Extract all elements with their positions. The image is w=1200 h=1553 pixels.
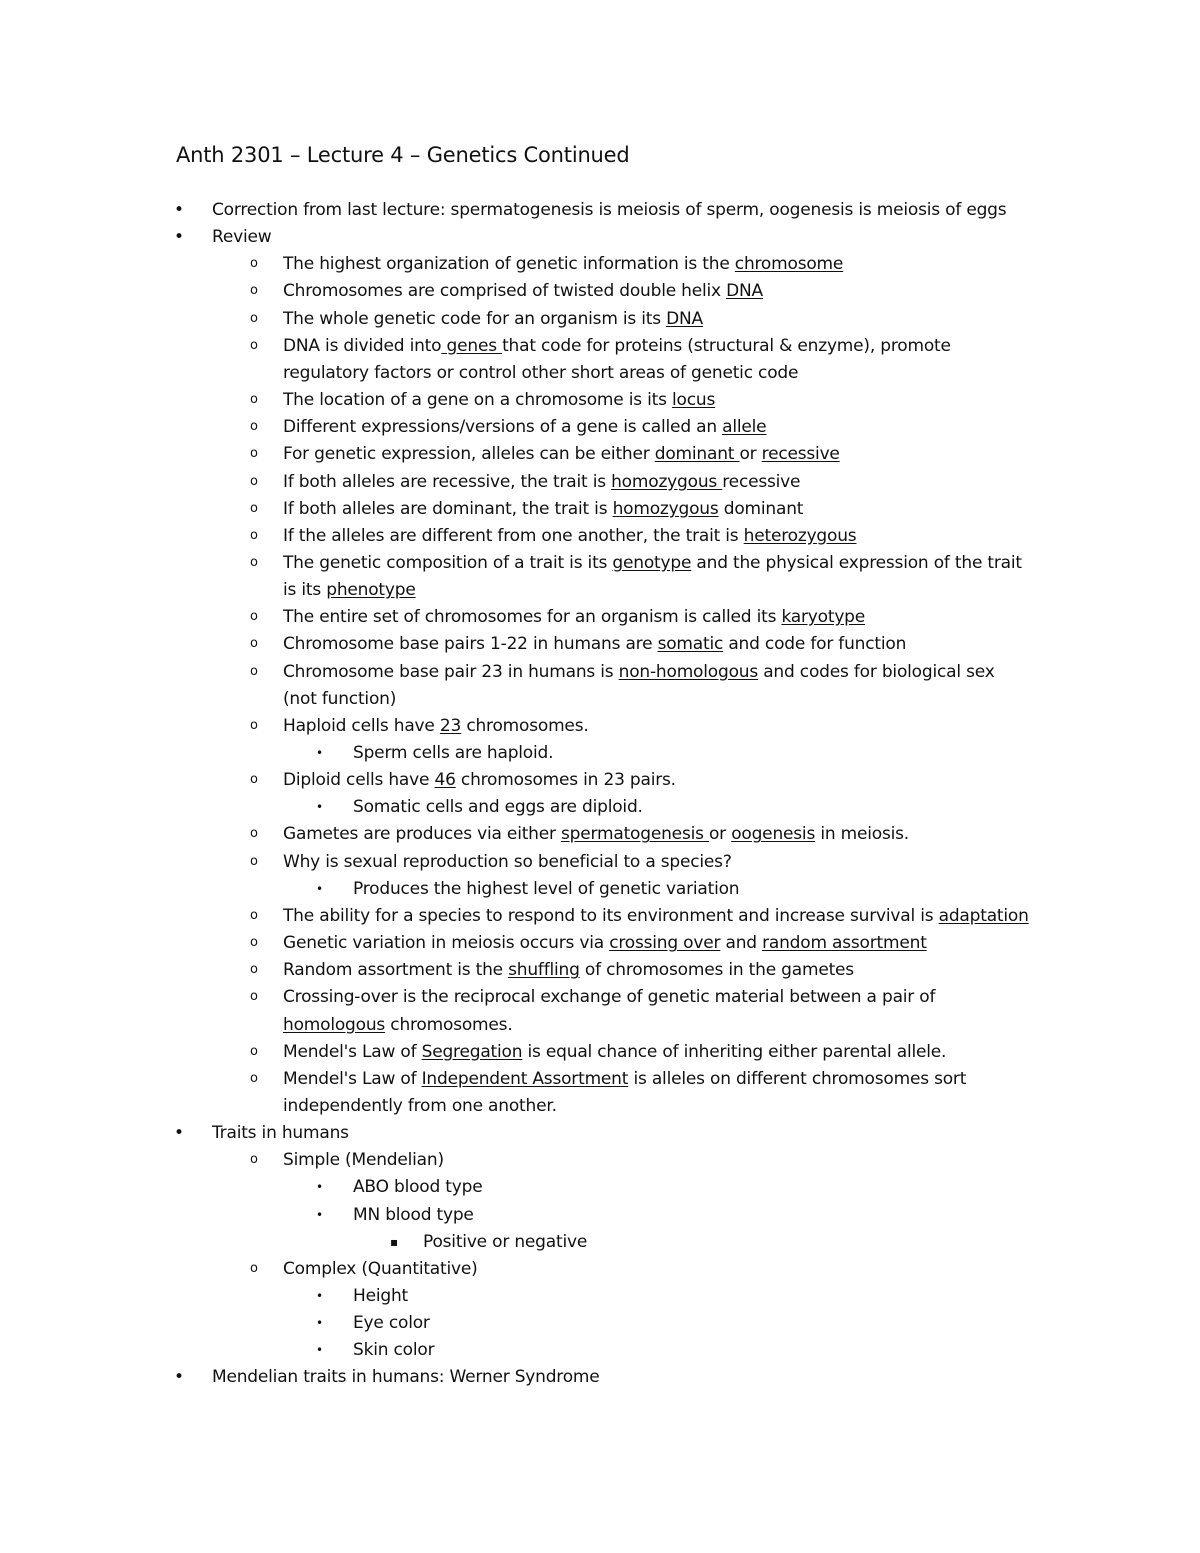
outline-line [212,199,1006,221]
bullet-marker: o [250,554,258,570]
outline-line [353,742,553,764]
text-segment: is its [283,580,327,601]
text-segment: Mendelian traits in humans: Werner Syndrome [212,1367,600,1388]
outline-line [283,1068,966,1090]
text-segment: recessive [722,471,801,492]
text-segment: of chromosomes in the gametes [579,960,854,981]
bullet-marker: o [250,337,258,353]
text-segment: is alleles on different chromosomes sort [628,1068,967,1089]
bullet-marker: o [250,310,258,326]
document-title: Anth 2301 – Lecture 4 – Genetics Continued [176,143,630,167]
underlined-term: genotype [612,552,692,573]
bullet-marker: o [250,962,258,978]
underlined-term: chromosome [734,254,844,275]
bullet-marker: • [316,746,324,760]
underlined-term: 23 [439,715,462,736]
bullet-marker: o [250,636,258,652]
text-segment: The whole genetic code for an organism is its [283,308,667,329]
bullet-marker: o [250,1043,258,1059]
text-segment: and [720,933,763,954]
text-segment: If both alleles are recessive, the trait is [283,471,612,492]
bullet-marker: • [316,1289,324,1303]
bullet-marker: • [316,881,324,896]
text-segment: is equal chance of inheriting either parental allele. [522,1041,947,1062]
text-segment: Different expressions/versions of a gene is called an [283,417,723,438]
underlined-term: recessive [761,444,840,465]
underlined-term: Segregation [421,1041,523,1062]
bullet-marker: o [250,392,258,408]
underlined-term: somatic [657,634,724,655]
bullet-marker: • [174,1367,185,1388]
underlined-term: heterozygous [743,525,857,546]
bullet-marker: ▪ [390,1234,399,1249]
bullet-marker: • [316,800,324,815]
text-segment: Genetic variation in meiosis occurs via [283,933,610,954]
text-segment: Complex (Quantitative) [283,1258,478,1279]
bullet-marker: • [316,1207,324,1222]
outline-line [353,878,739,900]
bullet-marker: o [250,935,258,951]
text-segment: For genetic expression, alleles can be either [283,444,655,465]
bullet-marker: o [250,717,258,733]
underlined-term: DNA [666,308,703,329]
outline-line [283,1014,513,1036]
bullet-marker: o [250,772,258,788]
outline-line [283,579,416,601]
underlined-term: random assortment [762,933,927,954]
bullet-marker: o [250,609,258,625]
text-segment: and the physical expression of the trait [691,552,1022,573]
bullet-marker: o [250,283,258,299]
outline-line [283,1041,946,1063]
text-segment: in meiosis. [815,824,910,845]
underlined-term: karyotype [781,607,866,628]
text-segment: The location of a gene on a chromosome is its [283,390,672,411]
bullet-marker: • [174,1123,185,1144]
outline-line [353,1204,474,1226]
text-segment: DNA is divided into [283,335,442,356]
outline-line [212,1366,600,1388]
outline-line [283,905,1029,927]
text-segment: ABO blood type [353,1177,483,1198]
text-segment: Random assortment is the [283,960,509,981]
outline-line [353,1285,408,1307]
text-segment: The ability for a species to respond to its environment and increase survival is [283,905,939,926]
bullet-marker: o [250,473,258,489]
underlined-term: non-homologous [618,661,759,682]
text-segment: If the alleles are different from one another, the trait is [283,525,744,546]
text-segment: chromosomes. [385,1014,513,1035]
underlined-term: Independent Assortment [421,1068,629,1089]
text-segment: Traits in humans [212,1123,349,1144]
bullet-marker: o [250,500,258,516]
underlined-term: homozygous [612,498,719,519]
outline-line [212,226,271,248]
text-segment: and codes for biological sex [758,661,995,682]
bullet-marker: o [250,853,258,869]
outline-line [283,769,676,791]
bullet-marker: o [250,663,258,679]
outline-line [353,1339,434,1361]
bullet-marker: • [316,1316,324,1331]
text-segment: that code for proteins (structural & enzyme), promote [502,335,951,356]
text-segment: or [708,824,732,845]
outline-line [283,688,396,710]
text-segment: If both alleles are dominant, the trait is [283,498,613,519]
outline-line [283,851,732,873]
outline-line [283,633,906,655]
outline-line [283,661,995,683]
outline-line [283,471,800,493]
outline-line [283,552,1022,574]
underlined-term: phenotype [326,580,416,601]
bullet-marker: o [250,989,258,1005]
outline-line [283,1095,557,1117]
underlined-term: genes [441,335,503,356]
underlined-term: shuffling [508,960,580,981]
outline-line [283,959,854,981]
outline-line [212,1122,349,1144]
outline-line [283,335,951,357]
text-segment: Somatic cells and eggs are diploid. [353,797,643,818]
underlined-term: spermatogenesis [561,824,709,845]
bullet-marker: • [174,200,185,220]
outline-line [283,1258,478,1280]
text-segment: Diploid cells have [283,770,435,791]
underlined-term: crossing over [609,933,721,954]
underlined-term: homologous [283,1014,386,1035]
text-segment: Simple (Mendelian) [283,1150,444,1171]
outline-line [283,308,703,330]
text-segment: Correction from last lecture: spermatogenesis is meiosis of sperm, oogenesis is meiosis of eggs [212,200,1007,220]
text-segment: Chromosome base pairs 1-22 in humans are [283,634,658,655]
text-segment: Produces the highest level of genetic variation [353,878,740,899]
bullet-marker: o [250,256,258,272]
outline-line [283,932,927,954]
outline-line [283,986,935,1008]
outline-line [283,253,843,275]
outline-line [283,1149,444,1171]
text-segment: dominant [718,498,804,519]
text-segment: Skin color [353,1340,435,1361]
outline-line [423,1231,587,1253]
bullet-marker: o [250,419,258,435]
underlined-term: locus [672,390,716,411]
outline-line [283,389,715,411]
text-segment: chromosomes. [461,715,589,736]
underlined-term: allele [722,417,767,438]
outline-line [283,715,589,737]
bullet-marker: • [316,1180,324,1195]
bullet-marker: o [250,527,258,543]
outline-line [283,443,840,465]
underlined-term: oogenesis [731,824,816,845]
outline-line [353,1176,482,1198]
bullet-marker: o [250,1070,258,1086]
underlined-term: DNA [726,281,763,302]
outline-line [283,525,856,547]
text-segment: The entire set of chromosomes for an organism is called its [283,607,782,628]
text-segment: Why is sexual reproduction so beneficial to a species? [283,851,732,872]
text-segment: independently from one another. [283,1095,557,1116]
text-segment: Chromosomes are comprised of twisted double helix [283,281,727,302]
outline-line [283,416,766,438]
outline-line [353,1312,430,1334]
text-segment: Review [212,227,272,248]
text-segment: The genetic composition of a trait is its [283,552,613,573]
text-segment: Gametes are produces via either [283,824,562,845]
underlined-term: homozygous [611,471,723,492]
text-segment: or [739,444,762,465]
text-segment: regulatory factors or control other short areas of genetic code [283,362,799,383]
text-segment: The highest organization of genetic information is the [283,254,735,275]
bullet-marker: o [250,1260,258,1276]
text-segment: MN blood type [353,1204,474,1225]
outline-line [283,498,803,520]
bullet-marker: o [250,1152,258,1168]
text-segment: Height [353,1286,408,1306]
text-segment: Mendel's Law of [283,1041,422,1062]
outline-line [283,606,865,628]
text-segment: Crossing-over is the reciprocal exchange of genetic material between a pair of [283,987,936,1008]
underlined-term: 46 [434,770,456,791]
text-segment: (not function) [283,688,397,709]
text-segment: and code for function [723,634,907,655]
text-segment: chromosomes in 23 pairs. [455,770,676,791]
bullet-marker: o [250,446,258,462]
text-segment: Positive or negative [423,1231,588,1252]
outline-line [283,280,763,302]
outline-line [283,362,798,384]
text-segment: Mendel's Law of [283,1068,422,1089]
bullet-marker: o [250,907,258,923]
text-segment: Eye color [353,1313,430,1334]
outline-line [353,796,643,818]
text-segment: Haploid cells have [283,715,440,736]
bullet-marker: • [316,1343,324,1358]
underlined-term: dominant [654,444,740,465]
bullet-marker: o [250,826,258,842]
text-segment: Chromosome base pair 23 in humans is [283,661,619,682]
text-segment: Sperm cells are haploid. [353,743,554,763]
outline-line [283,823,909,845]
bullet-marker: • [174,227,185,248]
underlined-term: adaptation [938,905,1029,926]
